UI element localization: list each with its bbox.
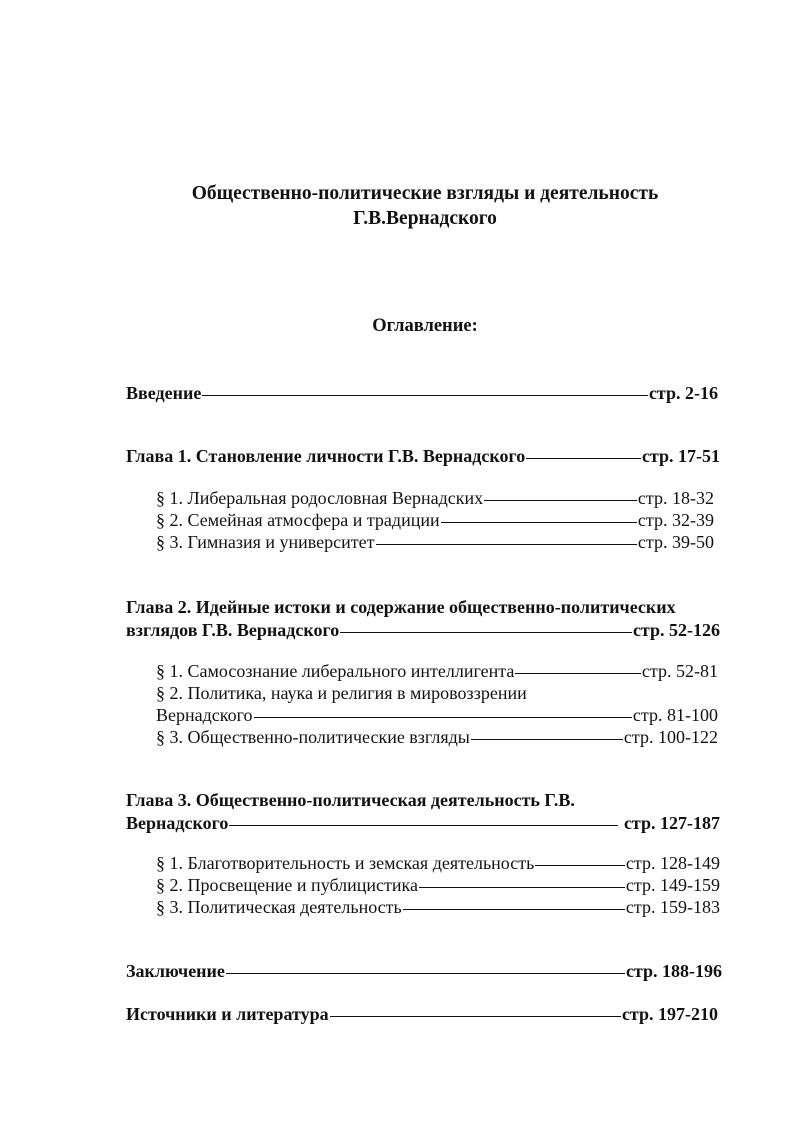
toc-entry-chapter-3 [126,812,720,834]
dot-leader [515,673,641,674]
toc-section-page: стр. 100-122 [623,727,718,747]
toc-section-label: Вернадского [156,705,253,725]
toc-heading: Оглавление: [372,316,478,336]
toc-entry-page: стр. 52-126 [632,620,720,640]
toc-section-page: стр. 128-149 [625,853,720,873]
toc-entry-page: стр. 188-196 [625,961,722,981]
toc-section-page: стр. 18-32 [637,488,714,508]
toc-entry-label: Вернадского [126,813,229,833]
toc-section-1-3 [156,531,714,553]
dot-leader [471,739,623,740]
toc-entry-chapter-1 [126,445,720,467]
toc-section-2-1 [156,660,718,682]
toc-entry-label: Источники и литература [126,1004,329,1024]
toc-section-3-2 [156,874,720,896]
dot-leader [226,973,625,974]
toc-section-1-2 [156,509,714,531]
toc-section-3-1 [156,852,720,874]
toc-section-page: стр. 52-81 [641,661,718,681]
toc-entry-label: Глава 1. Становление личности Г.В. Вернадского [126,446,526,466]
title-line-2: Г.В.Вернадского [353,208,497,229]
toc-section-1-1 [156,487,714,509]
dot-leader [403,909,625,910]
toc-entry-page: стр. 17-51 [641,446,720,466]
toc-section-page: стр. 39-50 [637,532,714,552]
toc-section-label: § 3. Политическая деятельность [156,897,402,917]
toc-section-label: § 3. Общественно-политические взгляды [156,727,470,747]
toc-section-label: § 1. Самосознание либерального интеллигента [156,661,515,681]
dot-leader [441,522,637,523]
dot-leader [526,458,641,459]
dot-leader [535,865,625,866]
dot-leader [376,544,637,545]
dot-leader [229,825,618,826]
toc-section-2-3 [156,726,718,748]
document-title [100,181,750,231]
toc-entry-conclusion [126,960,722,982]
toc-section-page: стр. 81-100 [632,705,718,725]
toc-section-page: стр. 149-159 [625,875,720,895]
toc-entry-page: стр. 197-210 [621,1004,718,1024]
toc-section-page: стр. 32-39 [637,510,714,530]
toc-section-2-2 [156,704,718,726]
toc-entry-intro [126,382,718,404]
toc-section-label: § 1. Благотворительность и земская деятельность [156,853,535,873]
toc-entry-chapter-3-line-1: Глава 3. Общественно-политическая деятельность Г.В. [126,790,575,810]
dot-leader [330,1016,621,1017]
toc-section-3-3 [156,896,720,918]
toc-entry-page: стр. 2-16 [648,383,718,403]
toc-entry-chapter-2-line-1: Глава 2. Идейные истоки и содержание общественно-политических [126,597,676,617]
dot-leader [340,632,632,633]
toc-entry-label: Заключение [126,961,225,981]
toc-section-label: § 2. Семейная атмосфера и традиции [156,510,440,530]
toc-entry-page: стр. 127-187 [623,813,720,833]
toc-entry-sources [126,1003,718,1025]
toc-entry-label: Введение [126,383,202,403]
dot-leader [254,717,632,718]
toc-section-label: § 1. Либеральная родословная Вернадских [156,488,484,508]
toc-entry-chapter-2 [126,619,720,641]
dot-leader [484,500,637,501]
toc-section-page: стр. 159-183 [625,897,720,917]
toc-section-label: § 3. Гимназия и университет [156,532,375,552]
toc-section-label: § 2. Просвещение и публицистика [156,875,418,895]
dot-leader [202,395,648,396]
title-line-1: Общественно-политические взгляды и деятельность [191,183,659,204]
dot-leader [419,887,625,888]
toc-section-2-2-line-1: § 2. Политика, наука и религия в мировоззрении [156,683,527,703]
toc-entry-label: взглядов Г.В. Вернадского [126,620,340,640]
